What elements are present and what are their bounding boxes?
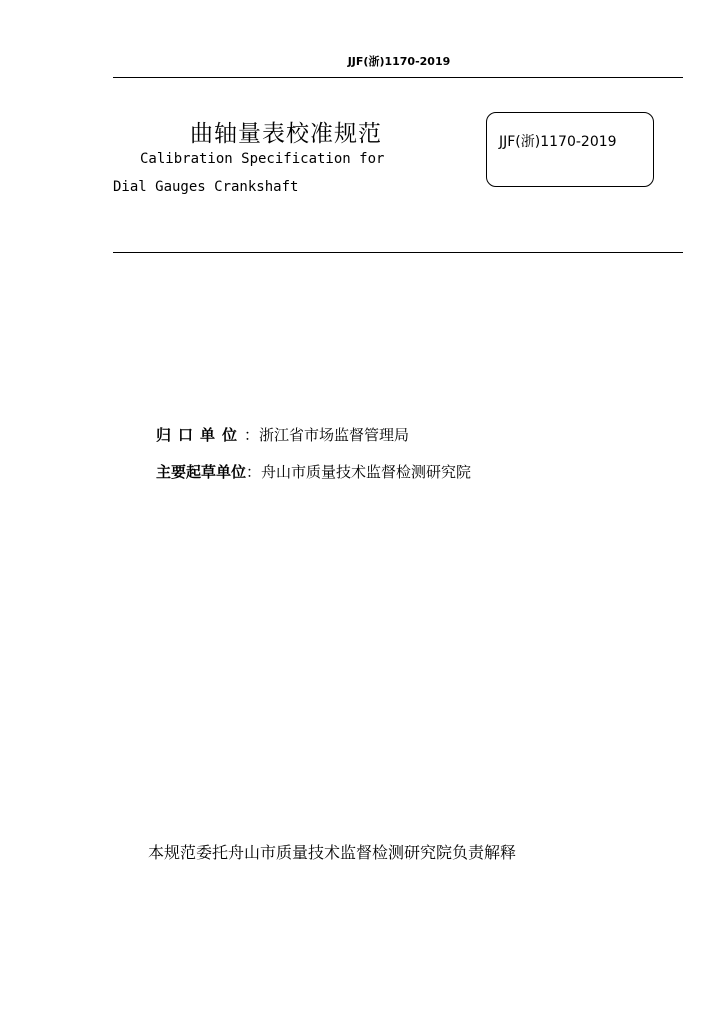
centralized-unit-value: 浙江省市场监督管理局 [259, 426, 410, 444]
drafting-unit-value: 舟山市质量技术监督检测研究院 [261, 463, 472, 481]
centralized-unit-colon: ： [244, 426, 260, 444]
title-english-line-2: Dial Gauges Crankshaft [113, 179, 299, 195]
header-standard-code: JJF(浙)1170-2019 [347, 55, 451, 68]
drafting-unit-colon: ： [246, 463, 262, 481]
standard-code-box-text: JJF(浙)1170-2019 [499, 134, 617, 150]
drafting-unit-label: 主要起草单位 [156, 463, 247, 481]
bottom-divider [113, 252, 683, 253]
title-english-line-1: Calibration Specification for [140, 151, 385, 167]
centralized-unit-row [156, 424, 409, 445]
standard-code-box [486, 112, 654, 187]
footer-note: 本规范委托舟山市质量技术监督检测研究院负责解释 [148, 843, 517, 862]
drafting-unit-row [156, 461, 471, 482]
top-divider [113, 77, 683, 78]
centralized-unit-label: 归口单位 [156, 426, 245, 444]
title-chinese: 曲轴量表校准规范 [190, 121, 382, 147]
